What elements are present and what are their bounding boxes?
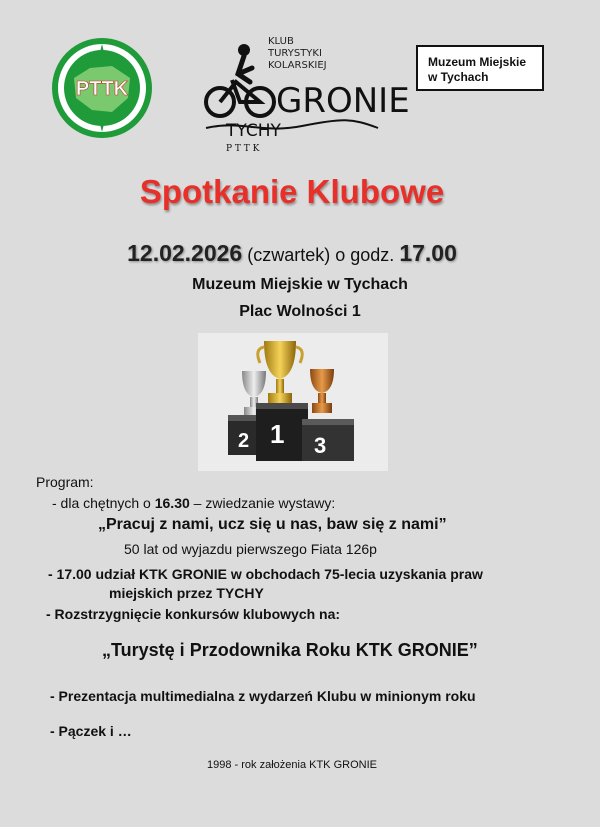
- exhibition-subtitle: 50 lat od wyjazdu pierwszego Fiata 126p: [124, 541, 377, 557]
- program-item-visit-time: 16.30: [154, 495, 190, 511]
- podium-trophies-image: [198, 333, 388, 471]
- program-item-celebration-cont: miejskich przez TYCHY: [109, 585, 264, 601]
- club-logo-line2: TURYSTYKI: [268, 48, 322, 59]
- program-item-visit-prefix: - dla chętnych o: [52, 495, 151, 511]
- podium-number-1: 1: [270, 419, 285, 449]
- podium-number-2: 2: [238, 430, 250, 452]
- program-item-celebration: - 17.00 udział KTK GRONIE w obchodach 75-lecia uzyskania praw: [48, 566, 483, 582]
- pttk-logo-text: PTTK: [75, 78, 129, 100]
- podium-number-3: 3: [314, 433, 327, 458]
- program-label: Program:: [36, 474, 94, 490]
- contest-title: „Turystę i Przodownika Roku KTK GRONIE”: [102, 640, 478, 660]
- museum-label-box: [416, 45, 544, 91]
- pttk-logo: [52, 38, 152, 138]
- club-logo-line3: KOLARSKIEJ: [268, 60, 327, 71]
- club-logo-line1: KLUB: [268, 36, 294, 47]
- program-item-visit-suffix: – zwiedzanie wystawy:: [193, 495, 336, 511]
- ktk-gronie-logo: [202, 30, 410, 155]
- event-time: 17.00: [399, 240, 457, 266]
- museum-box-line1: Muzeum Miejskie: [428, 55, 527, 69]
- page-title: Spotkanie Klubowe: [139, 173, 445, 210]
- event-date: 12.02.2026: [127, 240, 243, 266]
- event-address: Plac Wolności 1: [239, 303, 361, 320]
- event-dateline: [0, 240, 584, 267]
- program-item-contest: - Rozstrzygnięcie konkursów klubowych na:: [46, 606, 341, 622]
- program-item-visit: [52, 495, 335, 511]
- event-venue: Muzeum Miejskie w Tychach: [192, 276, 408, 293]
- club-logo-org: P T T K: [226, 144, 260, 154]
- program-item-presentation: - Prezentacja multimedialna z wydarzeń Klubu w minionym roku: [50, 688, 476, 704]
- club-logo-city: TYCHY: [226, 121, 281, 141]
- program-item-paczek: - Pączek i …: [50, 723, 132, 739]
- footer-founding-note: 1998 - rok założenia KTK GRONIE: [207, 759, 377, 771]
- museum-box-line2: w Tychach: [428, 70, 489, 84]
- exhibition-title: „Pracuj z nami, ucz się u nas, baw się z nami”: [98, 516, 447, 533]
- event-weekday: (czwartek) o godz.: [247, 245, 395, 265]
- club-logo-name: GRONIE: [276, 81, 410, 121]
